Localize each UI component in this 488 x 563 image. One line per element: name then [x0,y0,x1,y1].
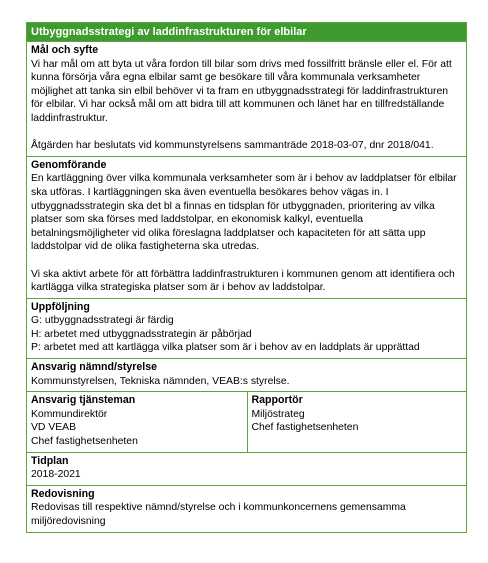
section-paragraph: Vi ska aktivt arbete för att förbättra laddinfrastrukturen i kommunen genom att identifiera och kartlägga vilka strategiska platser som är i behov av laddstolpar. [31,268,455,294]
section-ansvarig-namnd [27,358,466,391]
section-title: Tidplan [31,454,69,467]
list-item: Chef fastighetsenheten [31,436,138,448]
section-title: Rapportör [251,394,303,407]
status-line-g: G: utbyggnadsstrategi är färdig [31,315,174,327]
section-title: Mål och syfte [31,44,99,56]
list-item: Miljöstrateg [251,408,305,420]
section-text: 2018-2021 [31,469,81,481]
section-paragraph: Vi har mål om att byta ut våra fordon till bilar som drivs med fossilfritt bränsle eller el. För att kunna försörja våra egna elbilar samt ge besökare till våra kommunala verksamheter möjlighet att tanka sin elbil behöver vi ta fram en utbyggnadsstrategi för laddinfrastrukturen för elbilar. Vi har också mål om att bidra till att kommunen och länet har en tillfredställande laddinfrastruktur. [31,58,452,124]
section-mal-och-syfte [27,42,466,156]
section-title: Ansvarig tjänsteman [31,394,136,407]
list-item: Kommundirektör [31,408,108,420]
section-title: Ansvarig nämnd/styrelse [31,361,157,374]
section-genomforande [27,156,466,298]
list-item: Chef fastighetsenheten [251,422,359,434]
section-tidplan [27,452,466,485]
list-item: VD VEAB [31,422,77,434]
section-paragraph: En kartläggning över vilka kommunala verksamheter som är i behov av laddplatser för elbilar ska utföras. I kartläggningen ska även eventuella besökares behov vägas in. I utbyggnadsstrategin ska det bl a finnas en tidsplan för utbyggnaden, prioritering av vilka platser som ska förses med laddstolpar, en ekonomisk kalkyl, eventuella betalningsmöjligheter vid olika föreslagna laddplatser och kapaciteten för att sätta upp laddstolpar vid de olika fastigheterna ska utredas. [31,173,457,253]
status-line-h: H: arbetet med utbyggnadsstrategin är påbörjad [31,328,252,340]
section-ansvarig-tjansteman [27,392,247,451]
card-header: Utbyggnadsstrategi av laddinfrastrukturen för elbilar [27,23,466,42]
section-text: Kommunstyrelsen, Tekniska nämnden, VEAB:s styrelse. [31,375,290,387]
section-redovisning [27,485,466,532]
section-title: Redovisning [31,487,95,500]
action-card [26,22,467,533]
section-text: Redovisas till respektive nämnd/styrelse och i kommunkoncernens gemensamma miljöredovisning [31,502,406,527]
section-title: Uppföljning [31,300,90,313]
section-responsibility-split [27,391,466,451]
section-uppfoljning [27,298,466,358]
section-title: Genomförande [31,158,107,171]
section-rapportor [247,392,467,451]
section-paragraph: Åtgärden har beslutats vid kommunstyrelsens sammanträde 2018-03-07, dnr 2018/041. [31,140,434,152]
status-line-p: P: arbetet med att kartlägga vilka platser som är i behov av en laddplats är upprättad [31,342,420,354]
